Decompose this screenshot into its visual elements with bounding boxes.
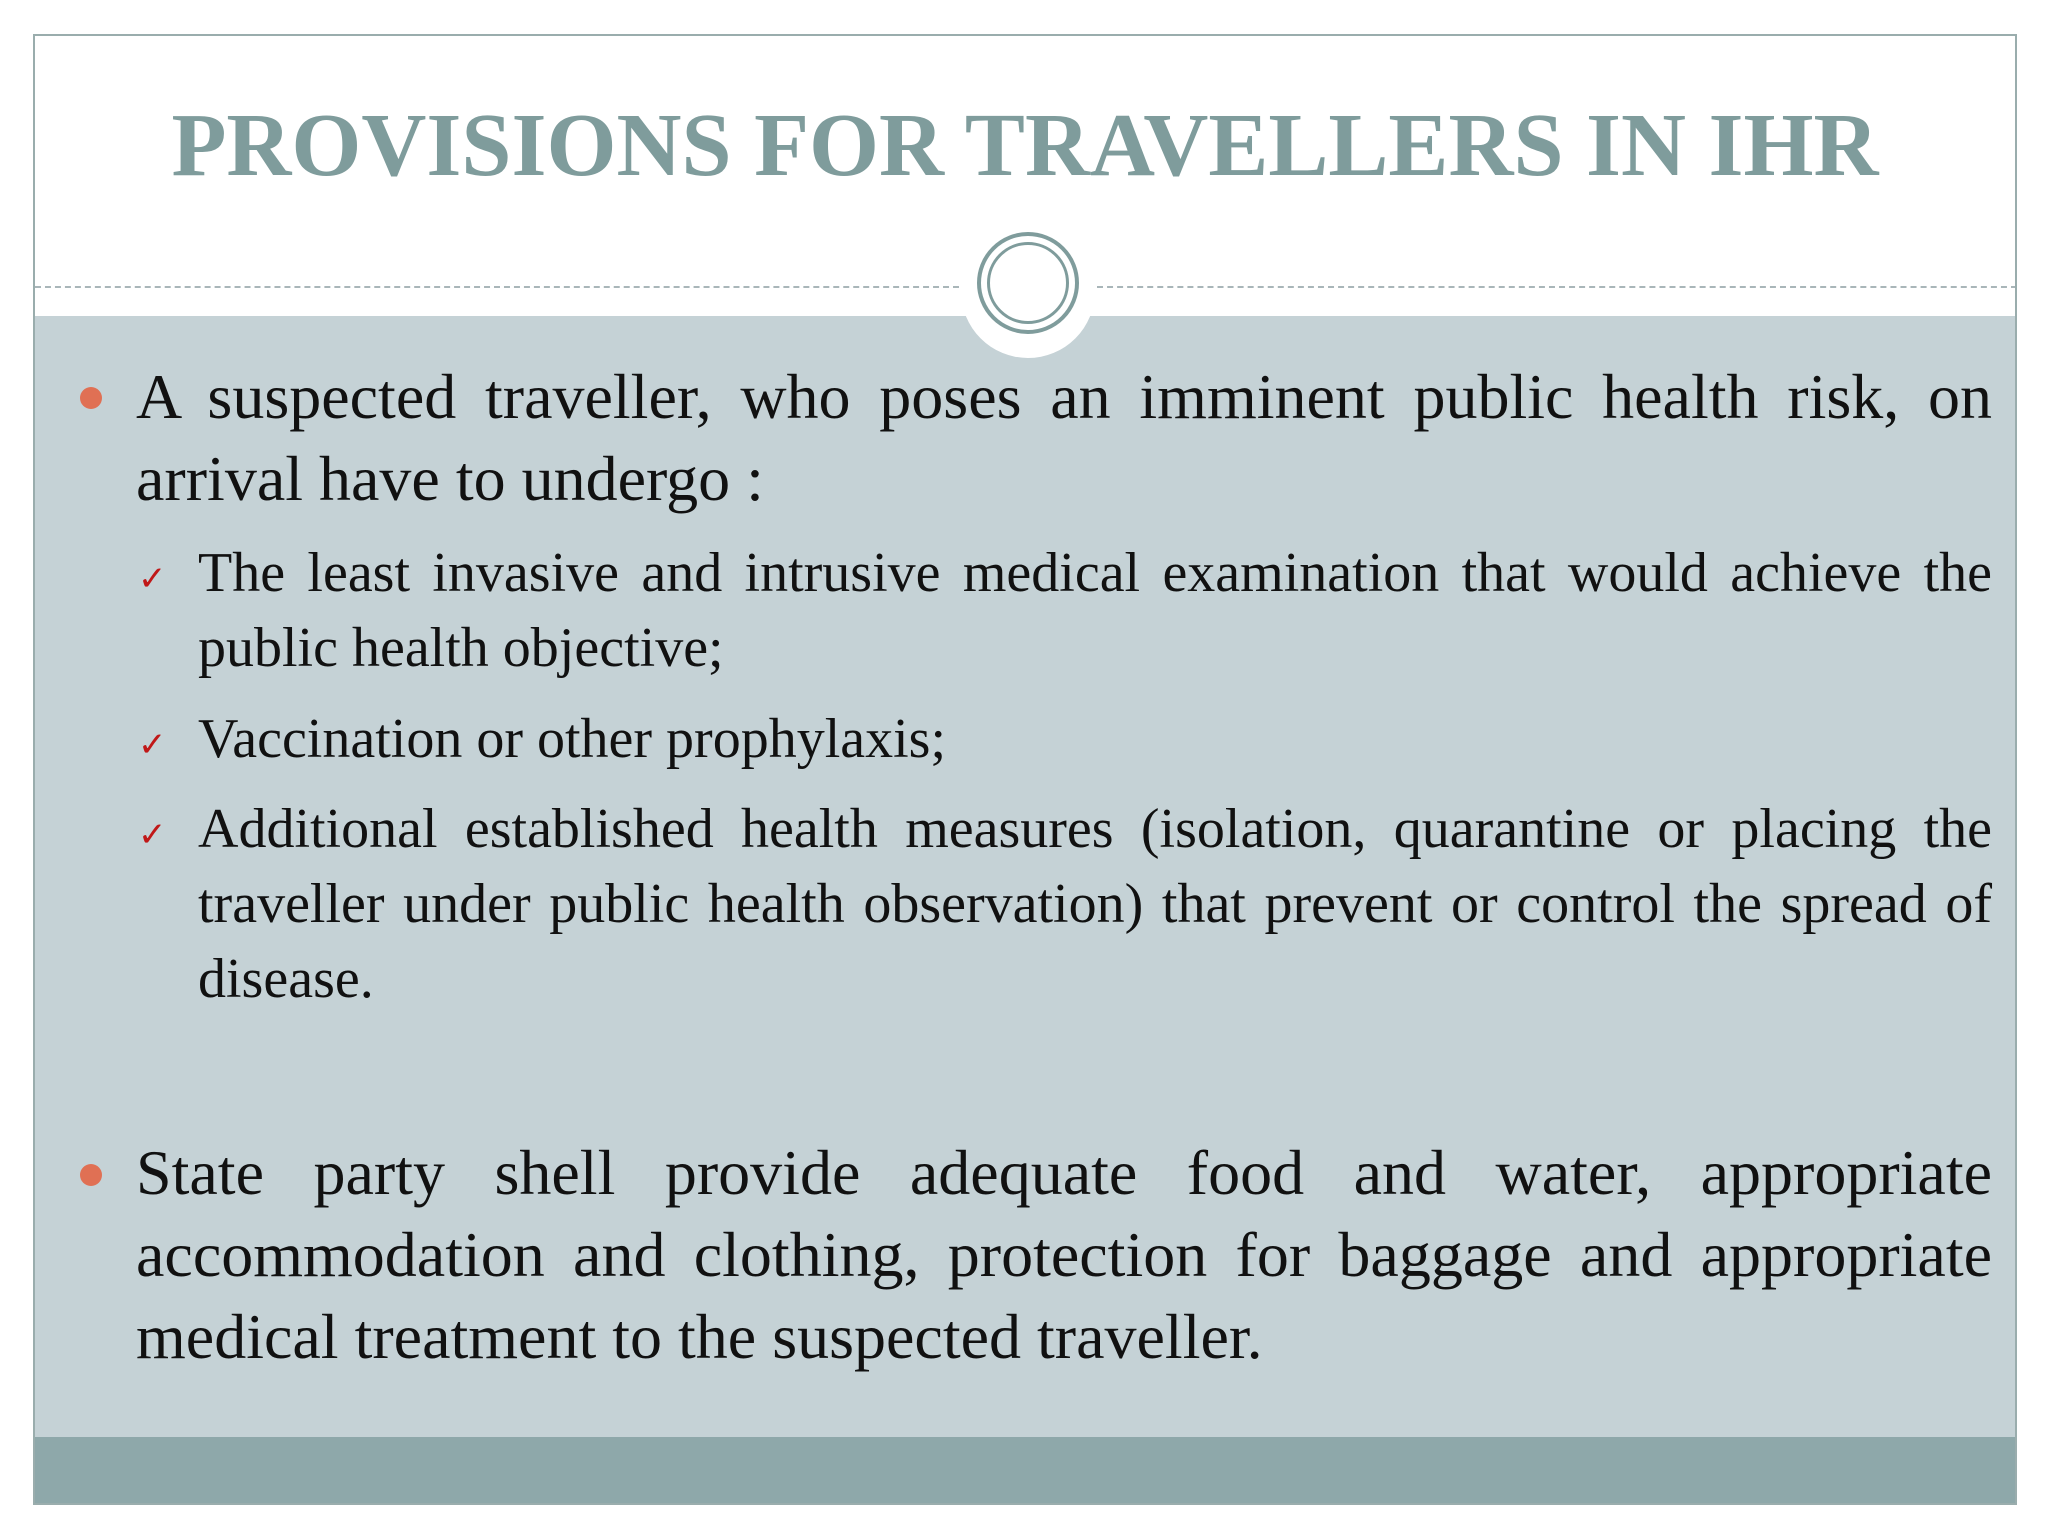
slide-title: PROVISIONS FOR TRAVELLERS IN IHR [171, 96, 1879, 195]
checkmark-icon: ✓ [138, 559, 167, 599]
bullet-2-text: State party shell provide adequate food and water, appropriate accommodation and clothing, protection for baggage and appropriate medical treatment to the suspected traveller. [136, 1137, 1992, 1372]
checkmark-icon: ✓ [138, 815, 167, 855]
slide [33, 34, 2017, 1505]
dot-bullet-icon [80, 387, 102, 409]
sub-bullet-2-text: Vaccination or other prophylaxis; [198, 708, 947, 770]
divider-left [35, 286, 959, 288]
sub-bullet-3-text: Additional established health measures (isolation, quarantine or placing the traveller under public health observation) that prevent or control the spread of disease. [198, 798, 1992, 1010]
checkmark-icon: ✓ [138, 725, 167, 765]
sub-bullet-1-text: The least invasive and intrusive medical examination that would achieve the public health objective; [198, 542, 1992, 679]
divider-right [1097, 286, 2017, 288]
double-ring-inner [987, 242, 1069, 324]
footer-band [35, 1437, 2015, 1505]
dot-bullet-icon [80, 1164, 102, 1186]
bullet-1-text: A suspected traveller, who poses an imminent public health risk, on arrival have to undergo : [136, 361, 1992, 514]
